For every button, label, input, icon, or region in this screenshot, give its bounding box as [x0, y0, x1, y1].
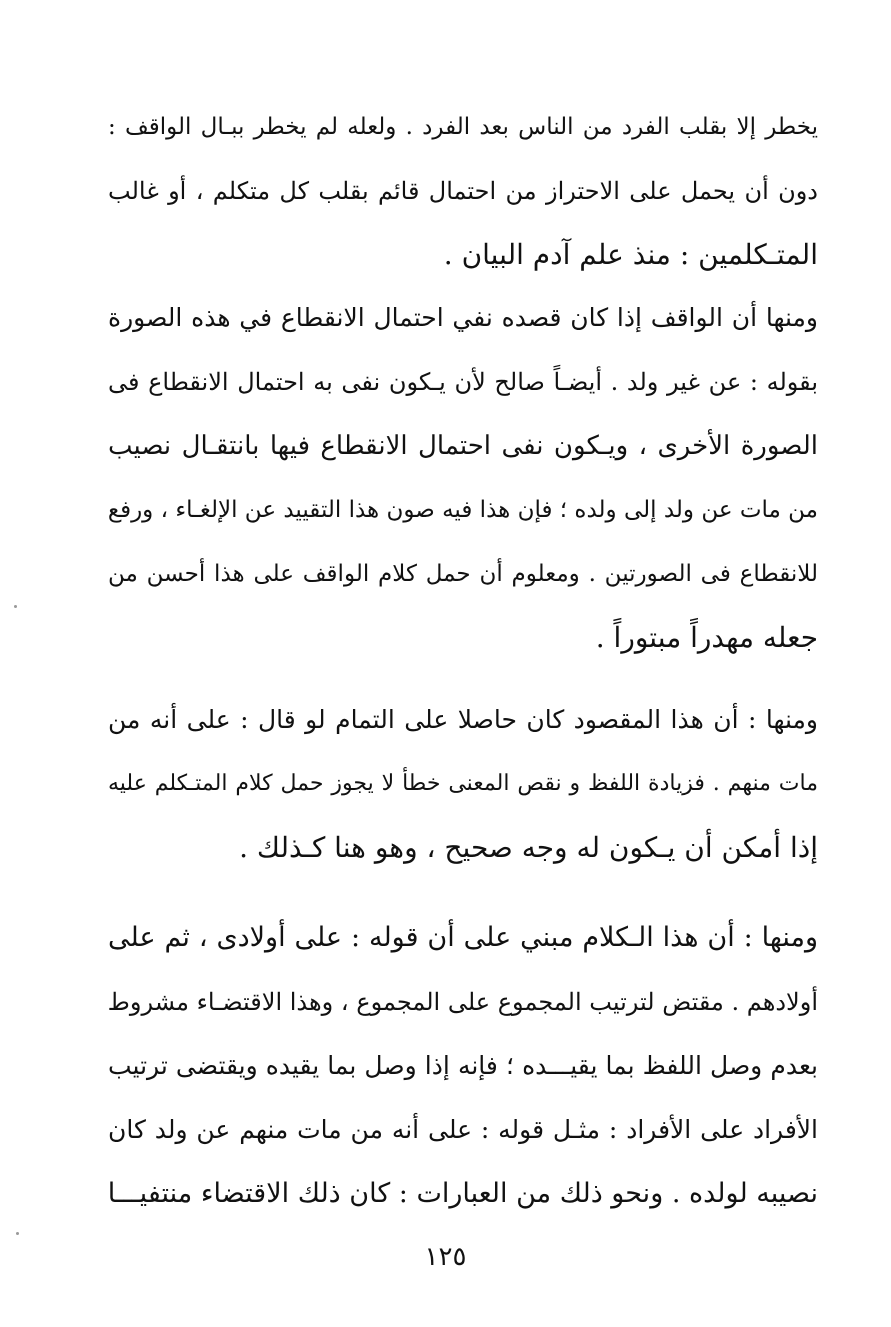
text-line: نصيبه لولده . ونحو ذلك من العبارات : كان ذلك الاقتضاء منتفيـــا [107, 1178, 818, 1209]
text-line: إذا أمكن أن يـكون له وجه صحيح ، وهو هنا كـذلك . [239, 831, 818, 864]
text-line: جعله مهدراً مبتوراً . [595, 621, 818, 654]
text-line: دون أن يحمل على الاحتراز من احتمال قائم بقلب كل متكلم ، أو غالب [108, 177, 818, 205]
paragraph-1 [108, 95, 818, 287]
text-line: ومنها : أن هذا المقصود كان حاصلا على التمام لو قال : على أنه من [108, 705, 818, 734]
text-line: ومنها : أن هذا الـكلام مبني على أن قوله : على أولادى ، ثم على [108, 922, 818, 953]
paragraph-2 [108, 286, 818, 670]
scan-speck [14, 605, 17, 608]
text-line: يخطر إلا بقلب الفرد من الناس بعد الفرد . ولعله لم يخطر ببـال الواقف : [108, 114, 818, 140]
text-line: الصورة الأخرى ، ويـكون نفى احتمال الانقطاع فيها بانتقـال نصيب [108, 431, 818, 461]
text-line: الأفراد على الأفراد : مثـل قوله : على أنه من مات منهم عن ولد كان [108, 1115, 818, 1144]
paragraph-3 [108, 688, 818, 880]
text-line: ومنها أن الواقف إذا كان قصده نفي احتمال الانقطاع في هذه الصورة [108, 303, 818, 332]
scan-speck [16, 1232, 19, 1235]
text-line: للانقطاع فى الصورتين . ومعلوم أن حمل كلام الواقف على هذا أحسن من [108, 561, 818, 587]
text-line: بعدم وصل اللفظ بما يقيـــده ؛ فإنه إذا وصل بما يقيده ويقتضى ترتيب [108, 1051, 818, 1080]
text-line: بقوله : عن غير ولد . أيضـاً صالح لأن يـكون نفى به احتمال الانقطاع فى [108, 368, 818, 396]
text-line: أولادهم . مقتض لترتيب المجموع على المجموع ، وهذا الاقتضـاء مشروط [107, 988, 818, 1016]
text-line: مات منهم . فزيادة اللفظ و نقص المعنى خطأ لا يجوز حمل كلام المتـكلم عليه [108, 771, 818, 796]
text-line: المتـكلمين : منذ علم آدم البيان . [443, 238, 818, 271]
paragraph-4 [108, 906, 818, 1226]
page-number: ١٢٥ [424, 1242, 467, 1272]
text-line: من مات عن ولد إلى ولده ؛ فإن هذا فيه صون هذا التقييد عن الإلغـاء ، ورفع [107, 497, 818, 523]
